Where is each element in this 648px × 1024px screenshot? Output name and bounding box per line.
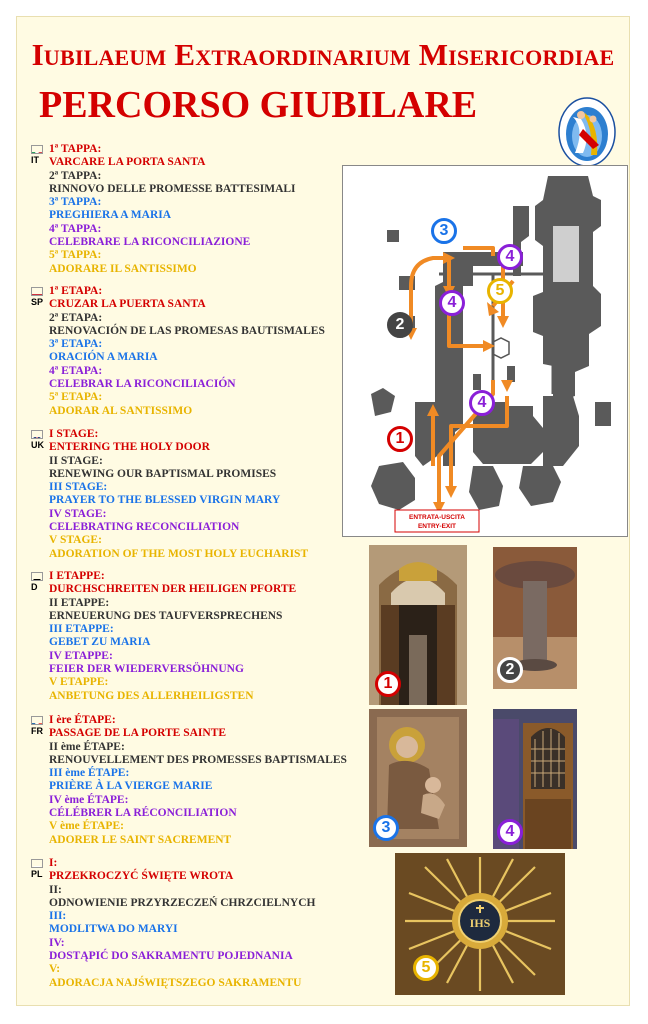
stage-text: RENOUVELLEMENT DES PROMESSES BAPTISMALES: [49, 753, 347, 766]
language-block-fr: [31, 714, 376, 847]
stage-text: CÉLÉBRER LA RÉCONCILIATION: [49, 807, 237, 820]
stage-label: 3ª TAPPA:: [49, 196, 102, 209]
map-marker-1: 1: [387, 426, 413, 452]
stage-text: GEBET ZU MARIA: [49, 636, 151, 649]
stage-label: 1ª TAPPA:: [49, 143, 102, 155]
entry-label-it: ENTRATA-USCITA: [409, 514, 465, 521]
stage-label: I ETAPPE:: [49, 570, 105, 582]
stage-label: 5ª TAPPA:: [49, 249, 102, 262]
stage-label: II:: [49, 883, 62, 896]
photo-badge-4: 4: [497, 819, 523, 845]
stage-text: CELEBRATING RECONCILIATION: [49, 521, 240, 534]
photo-badge-1: 1: [375, 671, 401, 697]
stage-text: DOSTĄPIĆ DO SAKRAMENTU POJEDNANIA: [49, 950, 293, 963]
stage-label: V ETAPPE:: [49, 676, 109, 689]
stage-text: ADORATION OF THE MOST HOLY EUCHARIST: [49, 547, 309, 560]
map-marker-4c: 4: [469, 390, 495, 416]
stage-text: ADORER LE SAINT SACREMENT: [49, 833, 232, 846]
map-marker-4a: 4: [497, 244, 523, 270]
spain-flag-icon: [31, 287, 43, 296]
map-marker-4b: 4: [439, 290, 465, 316]
floor-plan: [343, 166, 627, 536]
language-block-d: [31, 570, 376, 703]
stage-text: ORACIÓN A MARIA: [49, 351, 158, 364]
stage-text: RENOVACIÓN DE LAS PROMESAS BAUTISMALES: [49, 324, 325, 337]
jubilee-poster: [16, 16, 630, 1006]
stage-text: ADORACJA NAJŚWIĘTSZEGO SAKRAMENTU: [49, 976, 302, 989]
photo-badge-5: 5: [413, 955, 439, 981]
stage-label: II STAGE:: [49, 454, 103, 467]
stage-label: IV ETAPPE:: [49, 649, 113, 662]
language-code: IT: [31, 155, 39, 165]
stage-text: VARCARE LA PORTA SANTA: [49, 156, 206, 169]
ihs-monogram: IHS: [469, 916, 491, 930]
language-code: SP: [31, 297, 44, 307]
stage-label: IV ème ÉTAPE:: [49, 793, 129, 806]
language-code: FR: [31, 726, 43, 736]
stage-text: MODLITWA DO MARYI: [49, 923, 178, 936]
stage-label: 3ª ETAPA:: [49, 338, 103, 351]
stage-text: ANBETUNG DES ALLERHEILIGSTEN: [49, 689, 254, 702]
stage-text: CELEBRAR LA RICONCILIACIÓN: [49, 378, 236, 391]
baptismal-font-photo: [493, 547, 577, 689]
stage-label: 2ª ETAPA:: [49, 311, 103, 324]
stage-label: III:: [49, 910, 67, 923]
stage-label: IV STAGE:: [49, 507, 107, 520]
stage-text: PRZEKROCZYĆ ŚWIĘTE WROTA: [49, 870, 234, 883]
stage-label: II ETAPPE:: [49, 596, 110, 609]
stage-text: ADORARE IL SANTISSIMO: [49, 262, 197, 275]
language-block-uk: [31, 428, 376, 561]
stage-label: 2ª TAPPA:: [49, 169, 102, 182]
stage-text: ODNOWIENIE PRZYRZECZEŃ CHRZCIELNYCH: [49, 896, 316, 909]
stage-text: ADORAR AL SANTISSIMO: [49, 404, 193, 417]
stage-label: I STAGE:: [49, 428, 99, 440]
stage-label: 1ª ETAPA:: [49, 285, 103, 297]
jubilee-of-mercy-logo: [555, 95, 619, 169]
language-block-it: [31, 143, 376, 276]
stage-text: RINNOVO DELLE PROMESSE BATTESIMALI: [49, 182, 296, 195]
stage-label: 5ª ETAPA:: [49, 391, 103, 404]
language-code: D: [31, 582, 38, 592]
stage-text: PRIÈRE À LA VIERGE MARIE: [49, 780, 213, 793]
stage-text: PRAYER TO THE BLESSED VIRGIN MARY: [49, 494, 281, 507]
stage-label: III STAGE:: [49, 481, 108, 494]
map-marker-3: 3: [431, 218, 457, 244]
stage-text: RENEWING OUR BAPTISMAL PROMISES: [49, 467, 277, 480]
language-code: PL: [31, 869, 43, 879]
stage-label: V ème ÉTAPE:: [49, 820, 124, 833]
stage-label: I:: [49, 857, 58, 869]
ihs-monstrance-photo: [395, 853, 565, 995]
poland-flag-icon: [31, 859, 43, 868]
stage-text: ENTERING THE HOLY DOOR: [49, 441, 210, 454]
france-flag-icon: [31, 716, 43, 725]
latin-title: Iubilaeum Extraordinarium Misericordiae: [31, 37, 615, 72]
language-block-sp: [31, 285, 376, 418]
photo-badge-2: 2: [497, 657, 523, 683]
stage-label: III ème ÉTAPE:: [49, 767, 130, 780]
confessional-photo: [493, 709, 577, 849]
language-block-pl: [31, 857, 376, 990]
photo-badge-3: 3: [373, 815, 399, 841]
map-marker-2: 2: [387, 312, 413, 338]
stage-text: CELEBRARE LA RICONCILIAZIONE: [49, 236, 251, 249]
map-marker-5: 5: [487, 278, 513, 304]
germany-flag-icon: [31, 572, 43, 581]
madonna-relief-photo: [369, 709, 467, 847]
stage-label: IV:: [49, 936, 65, 949]
entry-label-en: ENTRY-EXIT: [417, 523, 457, 530]
stage-label: II ème ÉTAPE:: [49, 740, 125, 753]
stage-label: 4ª TAPPA:: [49, 222, 102, 235]
stage-label: V STAGE:: [49, 534, 102, 547]
stage-label: III ETAPPE:: [49, 623, 114, 636]
holy-door-photo: [369, 545, 467, 705]
stage-text: PASSAGE DE LA PORTE SAINTE: [49, 727, 227, 740]
uk-flag-icon: [31, 430, 43, 439]
basilica-route-map: [342, 165, 628, 537]
stage-label: I ère ÉTAPE:: [49, 714, 116, 726]
stage-text: FEIER DER WIEDERVERSÖHNUNG: [49, 663, 244, 676]
stage-text: DURCHSCHREITEN DER HEILIGEN PFORTE: [49, 583, 297, 596]
italy-flag-icon: [31, 145, 43, 154]
stage-label: 4ª ETAPA:: [49, 364, 103, 377]
stage-label: V:: [49, 963, 61, 976]
language-code: UK: [31, 440, 44, 450]
stage-text: ERNEUERUNG DES TAUFVERSPRECHENS: [49, 609, 283, 622]
stage-text: PREGHIERA A MARIA: [49, 209, 172, 222]
stage-text: CRUZAR LA PUERTA SANTA: [49, 298, 206, 311]
page-title: PERCORSO GIUBILARE: [39, 84, 478, 126]
